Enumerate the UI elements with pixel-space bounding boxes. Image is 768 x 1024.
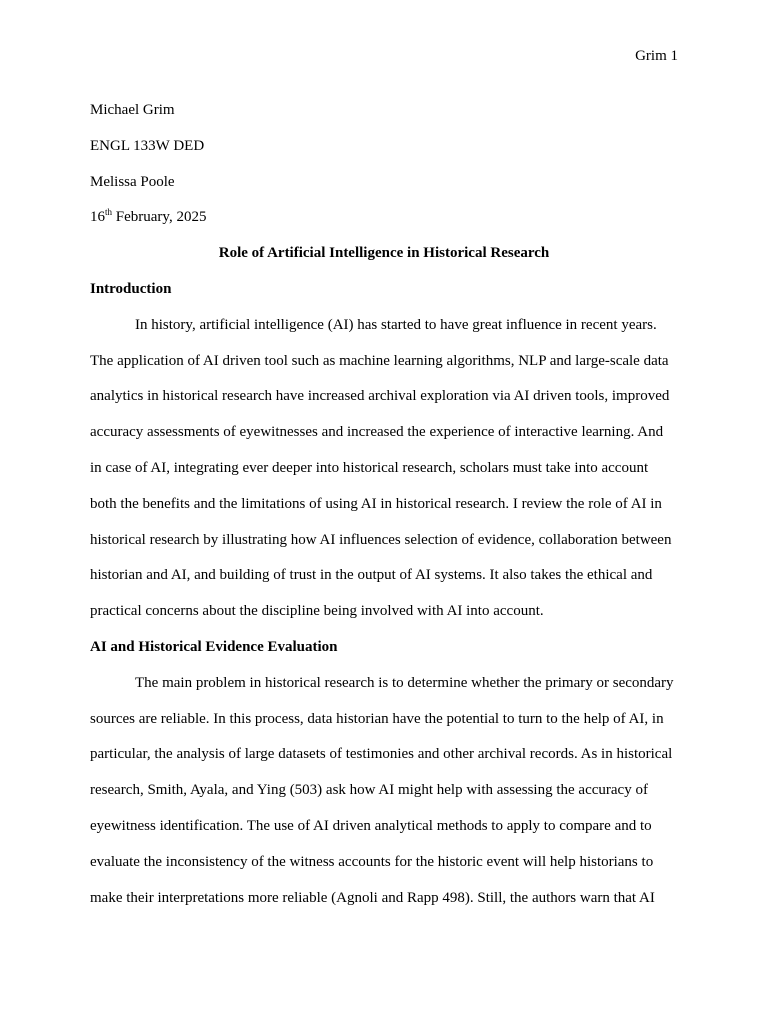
date-rest: February, 2025 [112, 209, 207, 226]
document-body [90, 93, 678, 916]
author-name: Michael Grim [90, 102, 175, 118]
instructor-name: Melissa Poole [90, 173, 175, 190]
section-heading-evidence-evaluation: AI and Historical Evidence Evaluation [90, 638, 338, 655]
date-suffix: th [105, 207, 113, 218]
date-line [90, 200, 678, 236]
introduction-paragraph: In history, artificial intelligence (AI) has started to have great influence in recent years. The application of AI driven tool such as machine learning algorithms, NLP and large-scale data analytics in historical research have increased archival exploration via AI driven tools, improved accuracy assessments of eyewitnesses and increased the experience of interactive learning. And in case of AI, integrating ever deeper into historical research, scholars must take into account both the benefits and the limitations of using AI in historical research. I review the role of AI in historical research by illustrating how AI influences selection of evidence, collaboration between historian and AI, and building of trust in the output of AI systems. It also takes the ethical and practical concerns about the discipline being involved with AI into account. [90, 316, 672, 620]
running-head: Grim 1 [635, 48, 678, 64]
paper-title: Role of Artificial Intelligence in Historical Research [218, 245, 550, 262]
date-day: 16 [90, 209, 105, 226]
evidence-evaluation-paragraph: The main problem in historical research is to determine whether the primary or secondary sources are reliable. In this process, data historian have the potential to turn to the help of AI, in particular, the analysis of large datasets of testimonies and other archival records. As in historical research, Smith, Ayala, and Ying (503) ask how AI might help with assessing the accuracy of eyewitness identification. The use of AI driven analytical methods to apply to compare and to evaluate the inconsistency of the witness accounts for the historic event will help historians to make their interpretations more reliable (Agnoli and Rapp 498). Still, the authors warn that AI [90, 674, 674, 906]
course-name: ENGL 133W DED [90, 137, 205, 154]
section-heading-introduction: Introduction [90, 280, 172, 297]
